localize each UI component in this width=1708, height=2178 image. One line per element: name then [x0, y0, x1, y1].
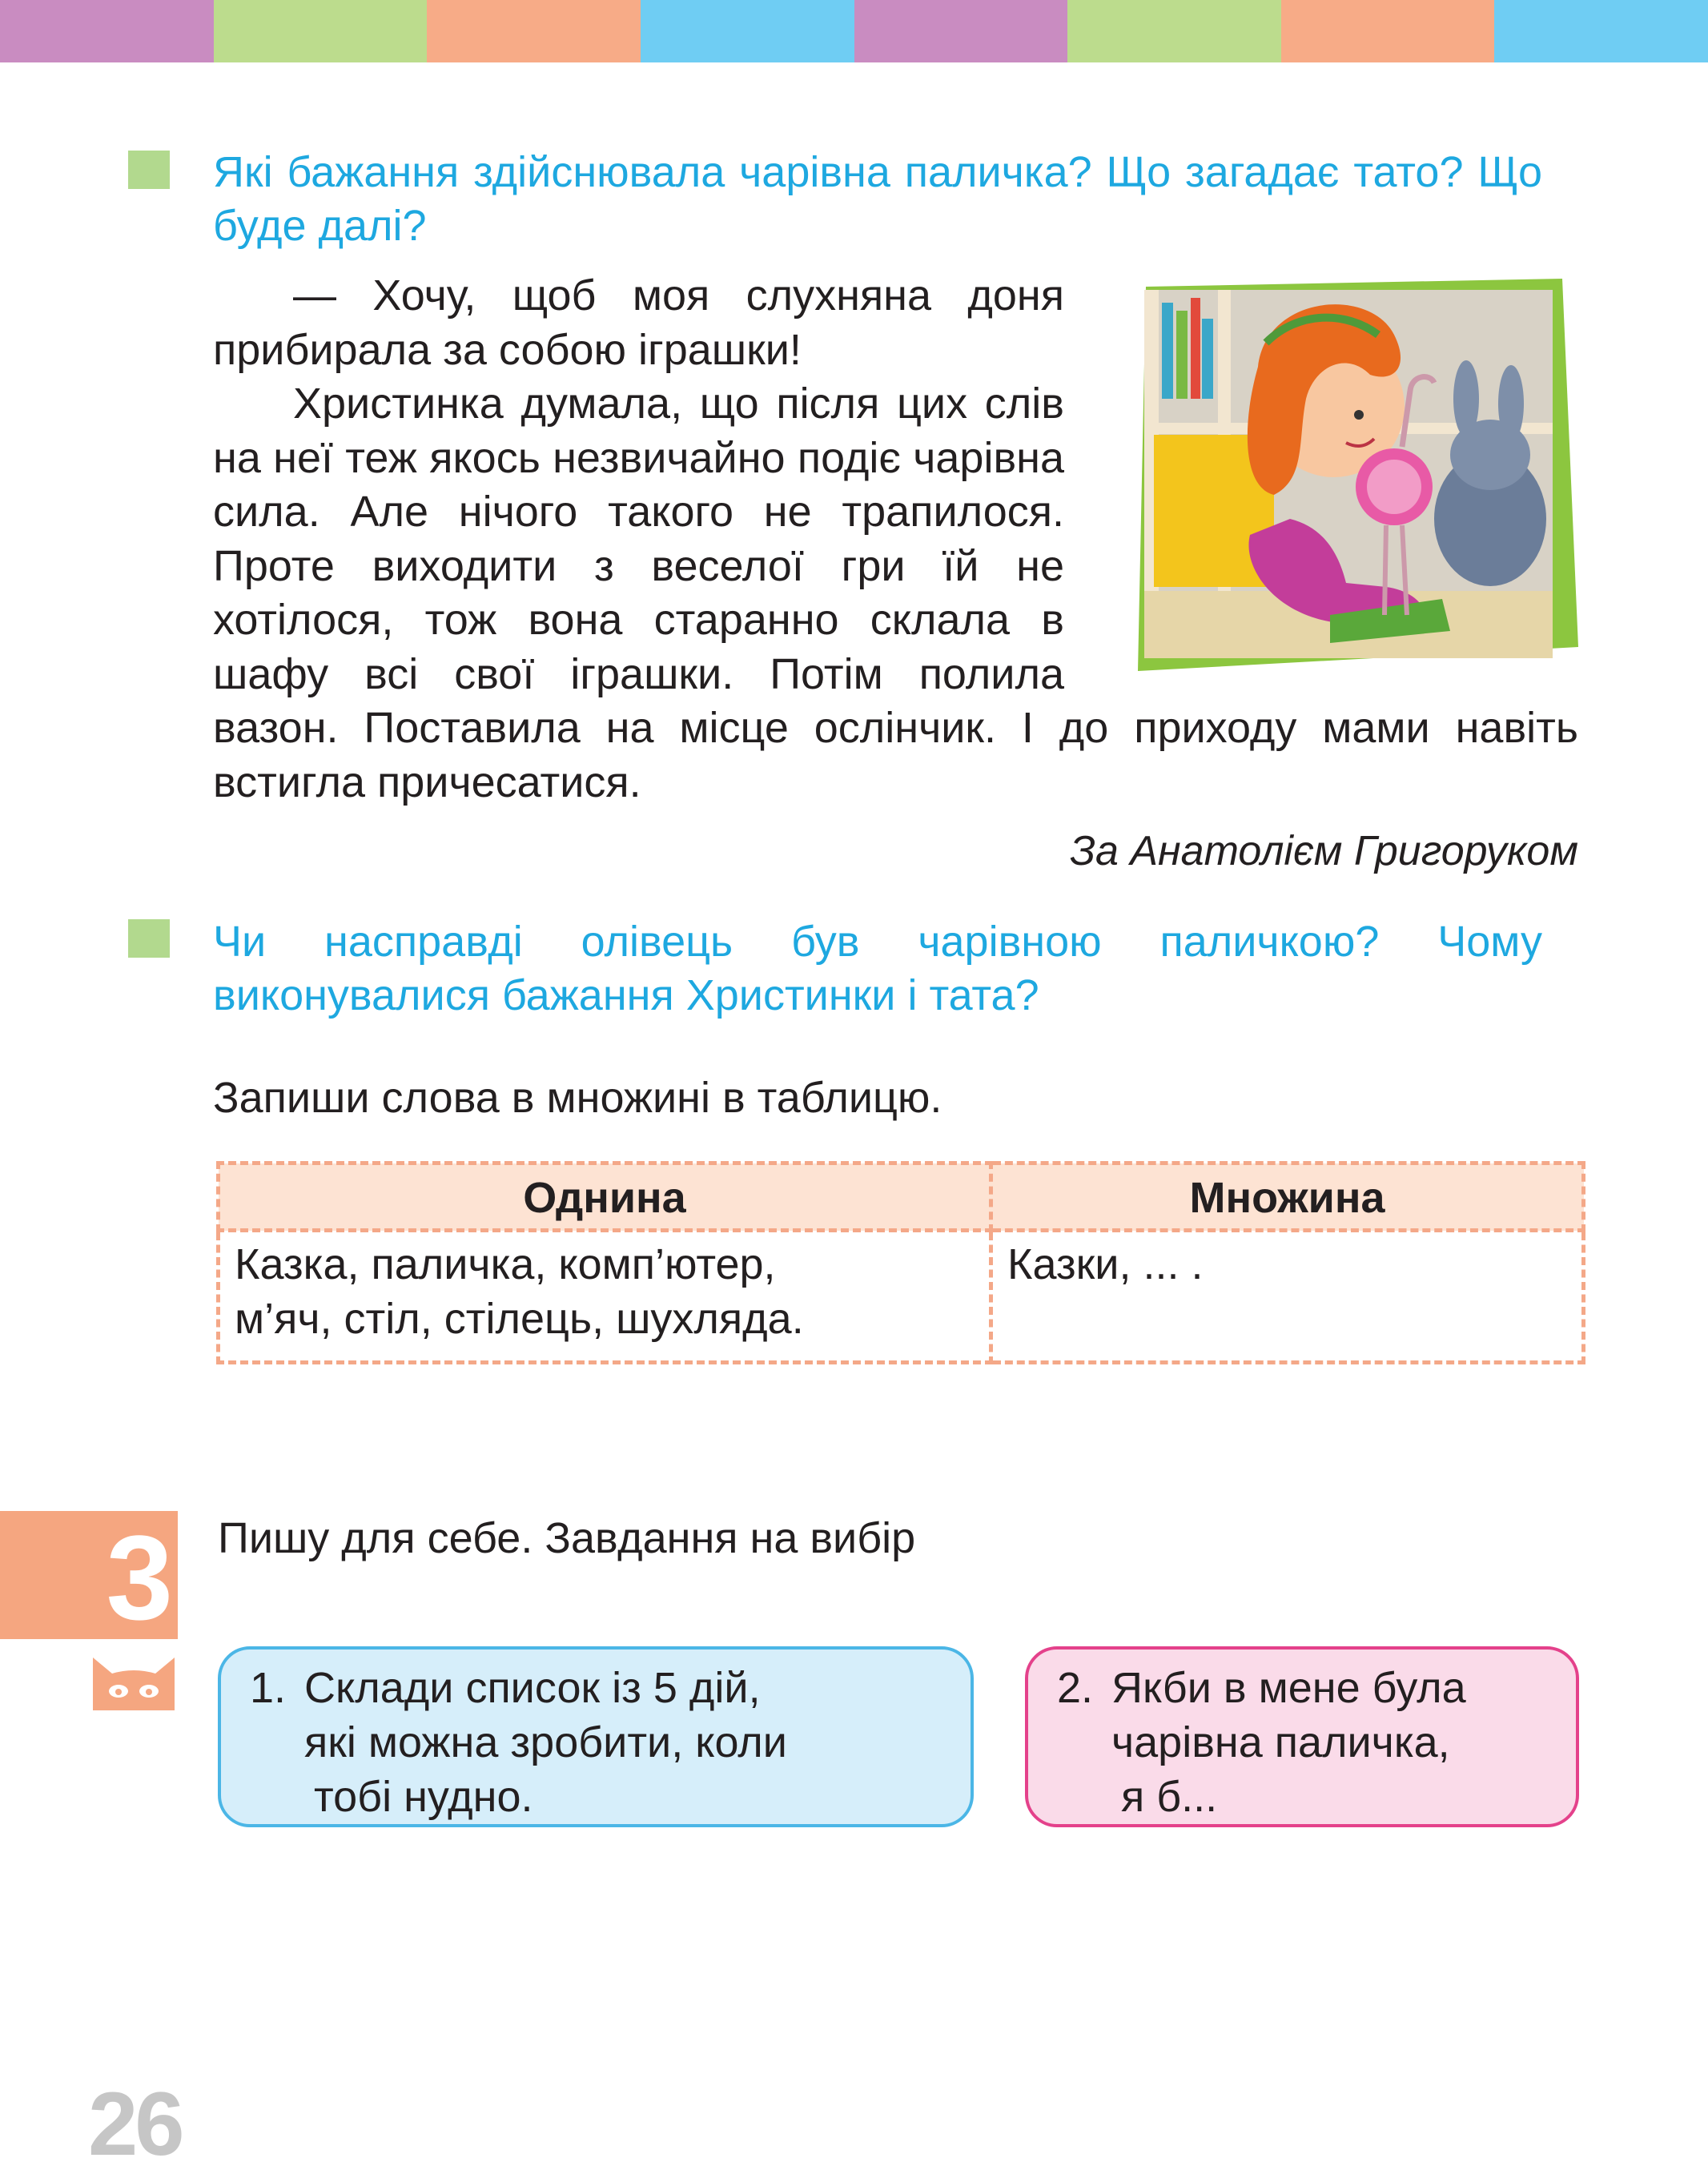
stripe: [214, 0, 428, 62]
singular-words-line: м’яч, стіл, стілець, шухляда.: [235, 1295, 804, 1343]
question-bullet-icon: [128, 919, 170, 958]
singular-words-cell: [219, 1231, 991, 1363]
story-source: За Анатолієм Григоруком: [1070, 828, 1578, 874]
stripe: [641, 0, 854, 62]
cat-icon: [90, 1650, 178, 1712]
story-text: [213, 269, 1578, 810]
header-color-stripes: [0, 0, 1708, 62]
option-number: 2.: [1057, 1664, 1094, 1712]
option-1-line: Склади список із 5 дій,: [304, 1664, 761, 1712]
option-1-line: тобі нудно.: [314, 1773, 533, 1821]
choice-option-2[interactable]: [1025, 1646, 1579, 1827]
stripe: [854, 0, 1068, 62]
plural-table: [216, 1161, 1585, 1364]
story-paragraph-2: Христинка думала, що після цих слів на неї теж якось незвичайно подіє чарівна сила. Але нічого такого не трапилося. Проте виходити з веселої гри їй не хотілося, тож вона старанно склала в шафу всі свої іграшки. Потім полила вазон. Поставила на місце ослінчик. І до приходу мами навіть встигла причесатися.: [213, 380, 1578, 806]
table-header-singular: Однина: [219, 1163, 991, 1231]
task-3-title: Пишу для себе. Завдання на вибір: [218, 1514, 916, 1562]
singular-words-line: Казка, паличка, комп’ютер,: [235, 1240, 776, 1288]
option-number: 1.: [250, 1664, 287, 1712]
option-2-line: чарівна паличка,: [1111, 1718, 1450, 1766]
girl-with-toys-illustration: [1130, 279, 1578, 671]
stripe: [427, 0, 641, 62]
page-number: 26: [88, 2074, 182, 2174]
stripe: [1281, 0, 1495, 62]
stripe: [1067, 0, 1281, 62]
stripe: [1494, 0, 1708, 62]
question-1: Які бажання здійснювала чарівна паличка? Що загадає тато? Що буде далі?: [213, 148, 1542, 250]
stripe: [0, 0, 214, 62]
option-1-line: які можна зробити, коли: [304, 1718, 787, 1766]
plural-words-cell[interactable]: Казки, ... .: [991, 1231, 1584, 1363]
question-2: Чи насправді олівець був чарівною паличкою? Чому виконувалися бажання Христинки і тата?: [213, 918, 1542, 1019]
option-2-line: я б...: [1121, 1773, 1218, 1821]
task-number-badge: 3: [0, 1511, 178, 1639]
question-bullet-icon: [128, 151, 170, 189]
table-header-plural: Множина: [991, 1163, 1584, 1231]
choice-option-1[interactable]: [218, 1646, 974, 1827]
exercise-instruction: Запиши слова в множині в таблицю.: [213, 1074, 942, 1122]
story-paragraph-1: — Хочу, щоб моя слухняна доня прибирала за собою іграшки!: [213, 271, 1064, 374]
option-2-line: Якби в мене була: [1111, 1664, 1466, 1712]
